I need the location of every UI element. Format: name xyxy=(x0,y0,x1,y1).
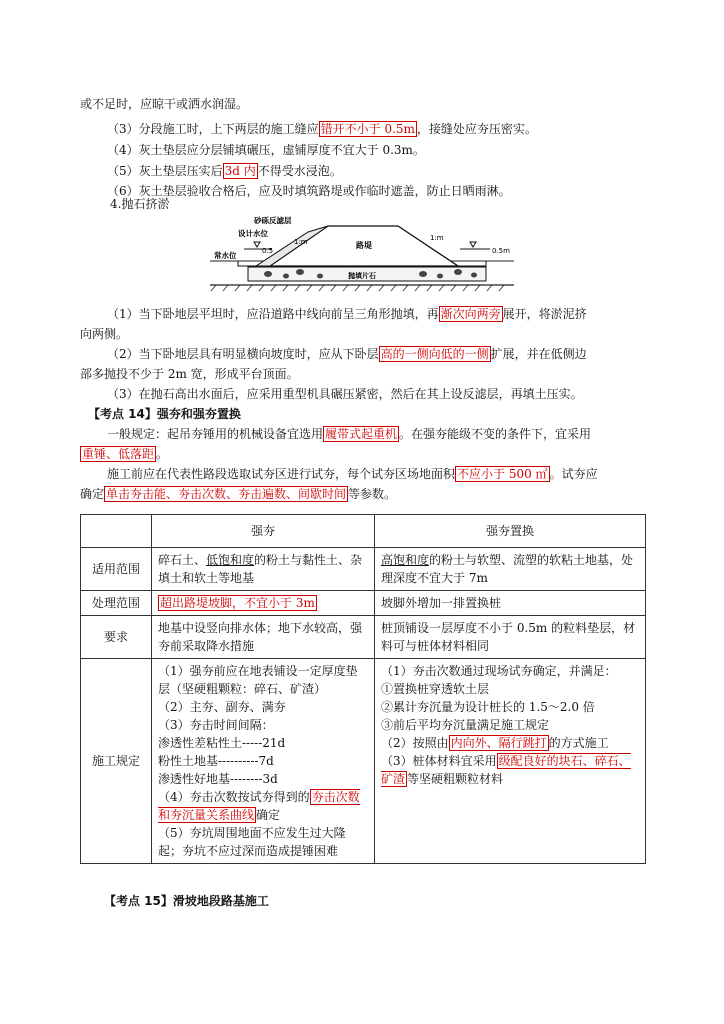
label-slope-left: 1:m xyxy=(294,238,308,246)
table-cell: 地基中设竖向排水体；地下水较高，强夯前采取降水措施 xyxy=(152,616,375,659)
highlight-box: 渐次向两旁 xyxy=(440,307,501,321)
highlight-box: 内向外、隔行跳打 xyxy=(450,736,547,750)
table-header-cell: 强夯置换 xyxy=(375,515,646,548)
text-line: 确定 单击夯击能、夯击次数、夯击遍数、间歇时间 等参数。 xyxy=(80,487,397,501)
highlight-box: 超出路堤坡脚，不宜小于 3m xyxy=(160,596,315,610)
table-row xyxy=(81,616,646,659)
text-line: 或不足时，应晾干或洒水润湿。 xyxy=(80,97,249,111)
label-slope-right: 1:m xyxy=(430,234,444,242)
highlight-box: 夯击次数和夯沉量关系曲线 xyxy=(158,790,360,822)
highlight-box: 不应小于 500 ㎡ xyxy=(457,467,548,481)
table-cell: （1）夯击次数通过现场试夯确定，并满足： ①置换桩穿透软土层 ②累计夯沉量为设计桩长的 1.5～2.0 倍 ③前后平均夯沉量满足施工规定 （2）按照由 内向外、隔行跳打 的方式施工 （3）桩体材料宜采用 级配良好的块石、碎石、矿渣 等坚硬粗颗粒材料 xyxy=(375,659,646,864)
label-dim-right: 0.5m xyxy=(492,247,510,255)
label-dim-left: 0.5 xyxy=(262,247,274,255)
text-line: 向两侧。 xyxy=(80,327,129,341)
table-cell: 碎石土、低饱和度的粉土与黏性土、杂填土和软土等地基 xyxy=(152,548,375,591)
highlight-box: 错开不小于 0.5m xyxy=(320,122,415,136)
table-header-cell xyxy=(81,515,152,548)
text-line: （3）分段施工时，上下两层的施工缝应 错开不小于 0.5m ，接缝处应夯压密实。 xyxy=(107,122,537,136)
row-label: 适用范围 xyxy=(81,548,152,591)
text-line: 重锤、低落距 。 xyxy=(82,447,169,461)
highlight-box: 履带式起重机 xyxy=(325,427,398,441)
table-row xyxy=(81,659,646,864)
row-label: 施工规定 xyxy=(81,659,152,864)
table-cell: 桩顶铺设一层厚度不小于 0.5m 的粒料垫层，材料可与桩体材料相同 xyxy=(375,616,646,659)
text-line: （1）当下卧地层平坦时，应沿道路中线向前呈三角形抛填，再 渐次向两旁 展开，将淤泥挤 xyxy=(107,307,587,321)
label-stone: 抛填片石 xyxy=(348,272,376,280)
comparison-table xyxy=(80,514,646,864)
label-road: 路堤 xyxy=(356,241,372,250)
row-label: 处理范围 xyxy=(81,591,152,616)
text-line: （4）灰土垫层应分层铺填碾压，虚铺厚度不宜大于 0.3m。 xyxy=(107,143,425,157)
highlight-box: 3d 内 xyxy=(224,164,256,178)
section-heading: 【考点 14】强夯和强夯置换 xyxy=(88,407,241,421)
label-filter: 砂砾反滤层 xyxy=(254,216,292,225)
label-design-water: 设计水位 xyxy=(238,229,268,238)
embankment-diagram xyxy=(208,214,518,299)
text-line: （2）当下卧地层具有明显横向坡度时，应从下卧层 高的一侧向低的一侧 扩展，并在低侧边 xyxy=(107,347,587,361)
section-heading: 4.抛石挤淤 xyxy=(110,197,170,211)
table-header-cell: 强夯 xyxy=(152,515,375,548)
table-cell xyxy=(152,591,375,616)
table-cell: 坡脚外增加一排置换桩 xyxy=(375,591,646,616)
text-line: 一般规定：起吊夯锤用的机械设备宜选用 履带式起重机 。在强夯能级不变的条件下，宜采用 xyxy=(107,427,592,441)
text-line: （3）在抛石高出水面后，应采用重型机具碾压紧密，然后在其上设反滤层，再填土压实。 xyxy=(107,387,583,401)
text-line: 施工前应在代表性路段选取试夯区进行试夯，每个试夯区场地面积 不应小于 500 ㎡ 。试夯应 xyxy=(107,467,598,481)
table-row xyxy=(81,591,646,616)
table-cell: （1）强夯前应在地表铺设一定厚度垫层（坚硬粗颗粒：碎石、矿渣） （2）主夯、副夯、满夯 （3）夯击时间间隔： 渗透性差粘性土-----21d 粉性土地基----------7d 渗透性好地基--------3d （4）夯击次数按试夯得到的 夯击次数和夯沉量关系曲线 确定 （5）夯坑周围地面不应发生过大隆起；夯坑不应过深而造成提锤困难 xyxy=(152,659,375,864)
text-line: 部多抛投不少于 2m 宽，形成平台顶面。 xyxy=(80,367,299,381)
text-line: （5）灰土垫层压实后 3d 内 不得受水浸泡。 xyxy=(107,164,342,178)
text-line: （6）灰土垫层验收合格后，应及时填筑路堤或作临时遮盖，防止日晒雨淋。 xyxy=(107,184,511,198)
table-row xyxy=(81,548,646,591)
table-cell: 高饱和度的粉土与软塑、流塑的软粘土地基，处理深度不宜大于 7m xyxy=(375,548,646,591)
highlight-box: 高的一侧向低的一侧 xyxy=(380,347,489,361)
highlight-box: 级配良好的块石、碎石、矿渣 xyxy=(381,754,631,786)
highlight-box: 单击夯击能、夯击次数、夯击遍数、间歇时间 xyxy=(106,487,347,501)
section-heading: 【考点 15】滑坡地段路基施工 xyxy=(104,894,269,908)
row-label: 要求 xyxy=(81,616,152,659)
label-low-water: 常水位 xyxy=(214,251,237,260)
highlight-box: 重锤、低落距 xyxy=(82,447,155,461)
table-header-row xyxy=(81,515,646,548)
